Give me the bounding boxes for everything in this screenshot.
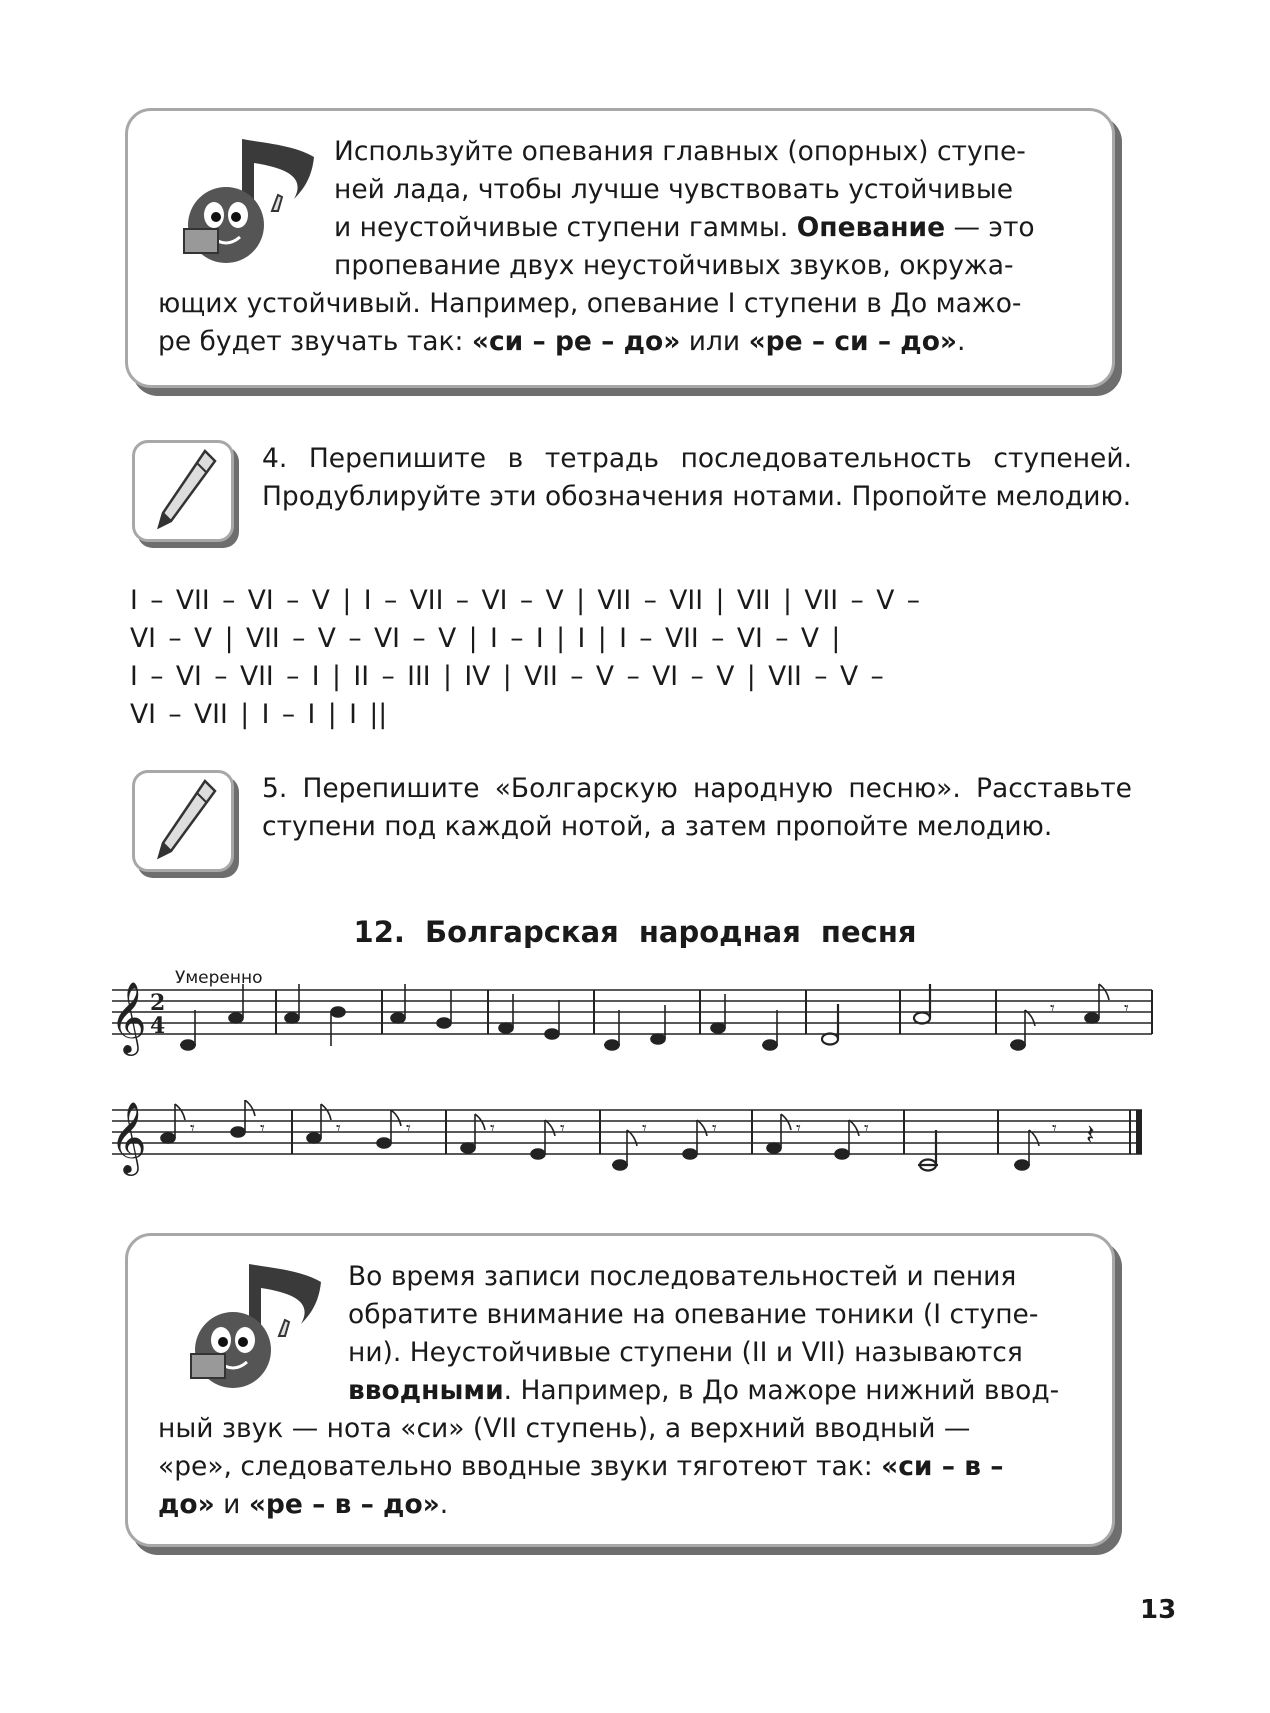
treble-clef-icon (110, 980, 147, 1056)
svg-text:𝄾: 𝄾 (490, 1118, 495, 1139)
svg-text:𝄾: 𝄾 (712, 1118, 717, 1139)
svg-text:4: 4 (150, 1013, 166, 1039)
note-mascot-icon (154, 129, 334, 269)
pencil-icon (132, 770, 234, 872)
page-number: 13 (1140, 1595, 1177, 1625)
svg-text:𝄾: 𝄾 (1052, 1118, 1057, 1139)
svg-text:𝄾: 𝄾 (406, 1118, 411, 1139)
note-mascot-icon (154, 1254, 348, 1394)
tip-box-opevanie (125, 108, 1115, 388)
svg-text:𝄽: 𝄽 (1086, 1118, 1095, 1151)
tip-text-opevanie: Используйте опевания главных (опорных) ступе- ней лада, чтобы лучше чувствовать устойчивые и неустойчивые ступени гаммы. Опевание — это пропевание двух неустойчивых звуков, окружа- ющих устойчивый. Например, опевание I ступени в До мажо- ре будет звучать так: «си – ре – до» или «ре – си – до». (158, 136, 1035, 357)
svg-text:𝄾: 𝄾 (864, 1118, 869, 1139)
degree-sequence: I – VII – VI – V | I – VII – VI – V | VII – VII | VII | VII – V – VI – V | VII – V – VI – V | I – I | I | I – VII – VI – V | I – VI – VII – I | II – III | IV | VII – V – VI – V | VII – V – VI – VII | I – I | I || (130, 585, 921, 730)
tip-box-vvodnye (125, 1233, 1115, 1547)
song-title: 12. Болгарская народная песня (353, 915, 917, 949)
svg-text:𝄾: 𝄾 (796, 1118, 801, 1139)
pencil-icon (132, 440, 234, 542)
task-5-text: 5. Перепишите «Болгарскую народную песню». Расставьте ступени под каждой нотой, а затем пропойте мелодию. (262, 773, 1132, 842)
tempo-marking: Умеренно (175, 968, 263, 988)
svg-text:𝄞: 𝄞 (110, 980, 147, 1053)
svg-text:𝄾: 𝄾 (190, 1118, 195, 1139)
svg-text:𝄾: 𝄾 (260, 1118, 265, 1139)
music-staff-1 (0, 980, 1270, 1080)
svg-text:𝄾: 𝄾 (1050, 998, 1055, 1019)
svg-text:2: 2 (150, 990, 166, 1016)
svg-text:𝄾: 𝄾 (1124, 998, 1129, 1019)
tip-text-vvodnye: Во время записи последовательностей и пения обратите внимание на опевание тоники (I ступе- ни). Неустойчивые ступени (II и VII) называются вводными. Например, в До мажоре нижний ввод- ный звук — нота «си» (VII ступень), а верхний вводный — «ре», следовательно вводные звуки тяготеют так: «си – в – до» и «ре – в – до». (158, 1261, 1060, 1520)
svg-text:𝄾: 𝄾 (560, 1118, 565, 1139)
svg-text:𝄞: 𝄞 (110, 1100, 147, 1173)
task-4-text: 4. Перепишите в тетрадь последовательность ступеней. Продублируйте эти обозначения нотами. Пропойте мелодию. (262, 443, 1132, 512)
svg-text:𝄾: 𝄾 (336, 1118, 341, 1139)
treble-clef-icon (110, 1100, 147, 1176)
svg-text:𝄾: 𝄾 (642, 1118, 647, 1139)
music-staff-2 (0, 1100, 1270, 1200)
